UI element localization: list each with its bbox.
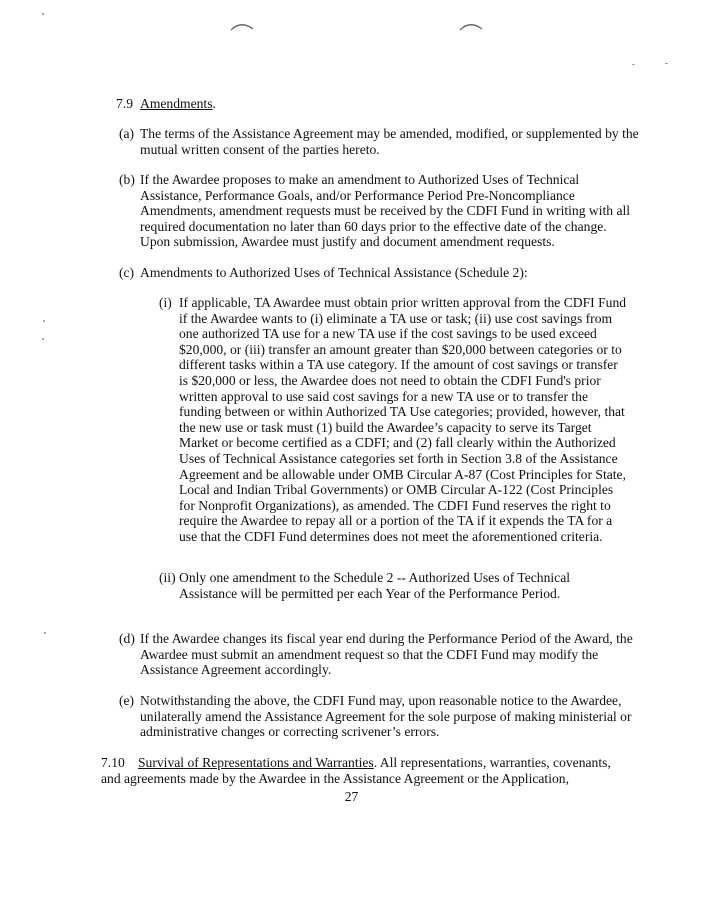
section-number: 7.9 — [116, 96, 133, 111]
punch-hole-mark — [458, 20, 484, 34]
item-text: The terms of the Assistance Agreement may be amended, modified, or supplemented by the mutual written consent of the parties hereto. — [140, 126, 639, 157]
subitem-label: (ii) — [159, 570, 176, 585]
sub-list-item — [159, 570, 629, 601]
sub-list-item — [159, 295, 629, 545]
scan-speck — [665, 63, 668, 64]
list-item — [119, 631, 639, 678]
item-label: (a) — [119, 126, 135, 141]
scan-speck — [44, 632, 46, 634]
section-heading — [116, 96, 216, 112]
list-item — [119, 126, 639, 157]
item-text: If the Awardee proposes to make an amendment to Authorized Uses of Technical Assistance, Performance Goals, and/or Performance Period Pre-Noncompliance Amendments, amendment requests must be received by the CDFI Fund in writing with all required documentation no later than 60 days prior to the effective date of the change. Upon submission, Awardee must justify and document amendment requests. — [140, 172, 631, 250]
subitem-label: (i) — [159, 295, 172, 310]
list-item — [119, 172, 639, 250]
list-item — [119, 265, 639, 281]
page-number: 27 — [344, 789, 359, 804]
item-text: Amendments to Authorized Uses of Technical Assistance (Schedule 2): — [140, 265, 528, 280]
list-item — [119, 693, 639, 740]
section-number: 7.10 — [101, 755, 125, 770]
punch-hole-mark — [229, 20, 255, 34]
section-title: Survival of Representations and Warranties — [138, 755, 374, 770]
subitem-text: If applicable, TA Awardee must obtain prior written approval from the CDFI Fund if the Awardee wants to (i) eliminate a TA use or task; (ii) use cost savings from one authorized TA use for a new TA use if the cost savings to be used exceed $20,000, or (iii) transfer an amount greater than $20,000 between categories or to different tasks within a TA use category. If the amount of cost savings or transfer is $20,000 or less, the Awardee does not need to obtain the CDFI Fund's prior written approval to use said cost savings for a new TA use or to transfer the funding between or within Authorized TA Use categories; provided, however, that the new use or task must (1) build the Awardee’s capacity to serve its Target Market or become certified as a CDFI; and (2) fall clearly within the Authorized Uses of Technical Assistance categories set forth in Section 3.8 of the Assistance Agreement and be allowable under OMB Circular A-87 (Cost Principles for State, Local and Indian Tribal Governments) or OMB Circular A-122 (Cost Principles for Nonprofit Organizations), as amended. The CDFI Fund reserves the right to require the Awardee to repay all or a portion of the TA if it expends the TA for a use that the CDFI Fund determines does not meet the aforementioned criteria. — [179, 295, 627, 544]
item-label: (b) — [119, 172, 135, 187]
section-title: Amendments — [140, 96, 213, 111]
item-text: If the Awardee changes its fiscal year end during the Performance Period of the Award, the Awardee must submit an amendment request so that the CDFI Fund may modify the Assistance Agreement accordingly. — [140, 631, 633, 678]
item-label: (d) — [119, 631, 135, 646]
section-paragraph — [101, 755, 611, 786]
section-title-period: . — [212, 96, 216, 111]
scan-speck — [43, 320, 45, 322]
item-label: (e) — [119, 693, 135, 708]
subitem-text: Only one amendment to the Schedule 2 -- Authorized Uses of Technical Assistance will be permitted per each Year of the Performance Period. — [179, 570, 571, 601]
scan-speck — [42, 13, 44, 15]
scan-speck — [42, 338, 44, 340]
item-label: (c) — [119, 265, 135, 280]
section-text: . All representations, warranties, covenants, and agreements made by the Awardee in the Assistance Agreement or the Application, — [101, 755, 611, 786]
scan-speck — [632, 64, 635, 65]
item-text: Notwithstanding the above, the CDFI Fund may, upon reasonable notice to the Awardee, unilaterally amend the Assistance Agreement for the sole purpose of making ministerial or administrative changes or correcting scrivener’s errors. — [140, 693, 632, 740]
